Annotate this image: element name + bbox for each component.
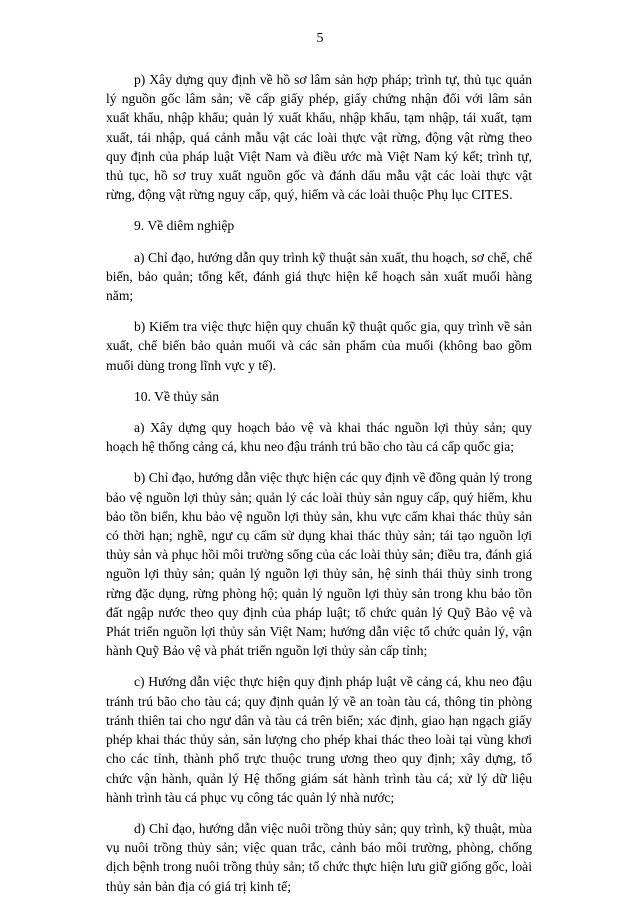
paragraph-fisheries-a: a) Xây dựng quy hoạch bảo vệ và khai thác nguồn lợi thủy sản; quy hoạch hệ thống cảng cá, khu neo đậu tránh trú bão cho tàu cá cấp quốc gia; — [106, 420, 532, 455]
paragraph-fisheries-b: b) Chỉ đạo, hướng dẫn việc thực hiện các quy định về đồng quản lý trong bảo vệ nguồn lợi thủy sản; quản lý các loài thủy sản nguy cấp, quý hiếm, khu bảo tồn biển, khu bảo vệ nguồn lợi thủy sản, khu vực cấm khai thác thủy sản có thời hạn; nghề, ngư cụ cấm sử dụng khai thác thủy sản; tái tạo nguồn lợi thủy sản và phục hồi môi trường sống của các loài thủy sản; điều tra, đánh giá nguồn lợi thủy sản; quản lý nguồn lợi thủy sản, hệ sinh thái thủy sinh trong rừng đặc dụng, rừng phòng hộ; quản lý nguồn lợi thủy sản trong khu bảo tồn đất ngập nước theo quy định của pháp luật; tổ chức quản lý Quỹ Bảo vệ và Phát triển nguồn lợi thủy sản Việt Nam; hướng dẫn việc tổ chức quản lý, vận hành Quỹ Bảo vệ và phát triển nguồn lợi thủy sản cấp tỉnh; — [106, 470, 532, 659]
section-heading-fisheries: 10. Về thủy sản — [134, 388, 220, 404]
paragraph-fisheries-c: c) Hướng dẫn việc thực hiện quy định pháp luật về cảng cá, khu neo đậu tránh trú bão cho tàu cá; quy định quản lý về an toàn tàu cá, thông tin phòng tránh thiên tai cho ngư dân và tàu cá trên biển; xác định, giao hạn ngạch giấy phép khai thác thủy sản, sản lượng cho phép khai thác theo loài tại vùng khơi cho các tỉnh, thành phố trực thuộc trung ương theo quy định; xây dựng, tổ chức vận hành, quản lý Hệ thống giám sát hành trình tàu cá; xử lý dữ liệu hành trình tàu cá phục vụ công tác quản lý nhà nước; — [106, 674, 532, 805]
paragraph-fisheries-d: d) Chỉ đạo, hướng dẫn việc nuôi trồng thủy sản; quy trình, kỹ thuật, mùa vụ nuôi trồng thủy sản; việc quan trắc, cảnh báo môi trường, phòng, chống dịch bệnh trong nuôi trồng thủy sản; tổ chức thực hiện lưu giữ giống gốc, loài thủy sản bản địa có giá trị kinh tế; — [106, 820, 532, 894]
paragraph-p-forest-products: p) Xây dựng quy định về hồ sơ lâm sản hợp pháp; trình tự, thủ tục quản lý nguồn gốc lâm sản; về cấp giấy phép, giấy chứng nhận đối với lâm sản xuất khẩu, nhập khẩu; quản lý xuất khẩu, nhập khẩu, tạm nhập, tái xuất, tạm xuất, tái nhập, quá cảnh mẫu vật các loài thực vật rừng, động vật rừng theo quy định của pháp luật Việt Nam và điều ước mà Việt Nam ký kết; trình tự, thủ tục, hồ sơ truy xuất nguồn gốc và đánh dấu mẫu vật các loài thực vật rừng, động vật rừng nguy cấp, quý, hiếm và các loài thuộc Phụ lục CITES. — [106, 72, 532, 203]
page-number: 5 — [316, 31, 324, 46]
section-heading-salt: 9. Về diêm nghiệp — [134, 218, 235, 234]
paragraph-salt-b: b) Kiểm tra việc thực hiện quy chuẩn kỹ thuật quốc gia, quy trình về sản xuất, chế biến bảo quản muối và các sản phẩm của muối (không bao gồm muối dùng trong lĩnh vực y tế). — [106, 319, 532, 373]
document-body — [106, 70, 532, 896]
paragraph-salt-a: a) Chỉ đạo, hướng dẫn quy trình kỹ thuật sản xuất, thu hoạch, sơ chế, chế biến, bảo quản; tổng kết, đánh giá thực hiện kế hoạch sản xuất muối hàng năm; — [106, 249, 532, 304]
